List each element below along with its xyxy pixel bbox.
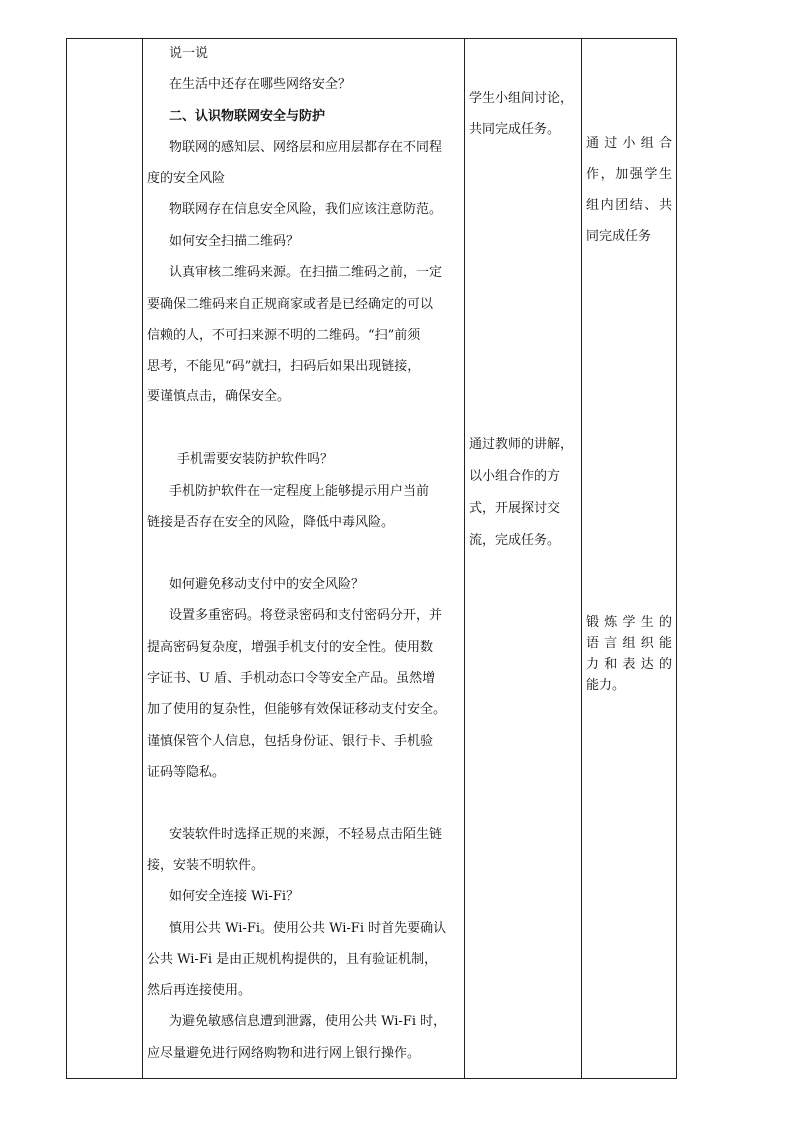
column-divider-2 (464, 39, 465, 1078)
content-line: 设置多重密码。将登录密码和支付密码分开，并 (169, 608, 443, 623)
design-intent-line: 通过小组合 (586, 136, 672, 151)
content-line: 要确保二维码来自正规商家或者是已经确定的可以 (147, 297, 434, 312)
student-activity-line: 流，完成任务。 (469, 533, 561, 548)
content-line: 链接是否存在安全的风险，降低中毒风险。 (147, 515, 395, 530)
content-line: 思考，不能见“码”就扫，扫码后如果出现链接， (147, 359, 421, 374)
content-line: 信赖的人，不可扫来源不明的二维码。“扫”前须 (147, 328, 421, 343)
content-line: 如何避免移动支付中的安全风险？ (169, 577, 365, 592)
content-line: 物联网存在信息安全风险，我们应该注意防范。 (169, 202, 443, 217)
content-line: 说一说 (169, 46, 209, 61)
content-line: 谨慎保管个人信息，包括身份证、银行卡、手机验 (147, 734, 434, 749)
content-line: 为避免敏感信息遭到泄露，使用公共 Wi-Fi 时， (169, 1014, 447, 1029)
column-divider-3 (581, 39, 582, 1078)
student-activity-line: 式，开展探讨交 (469, 501, 561, 516)
section-heading: 二、认识物联网安全与防护 (169, 109, 326, 124)
student-activity-line: 通过教师的讲解， (469, 437, 574, 452)
content-line: 手机需要安装防护软件吗？ (177, 452, 334, 467)
design-intent-block-2 (586, 612, 672, 696)
content-line: 要谨慎点击，确保安全。 (147, 389, 291, 404)
design-intent-line: 能力。 (586, 678, 626, 693)
content-line: 证码等隐私。 (147, 765, 226, 780)
content-line: 安装软件时选择正规的来源，不轻易点击陌生链 (169, 827, 443, 842)
design-intent-line: 组内团结、共 (586, 198, 672, 213)
design-intent-block-1 (586, 128, 672, 252)
content-line: 提高密码复杂度，增强手机支付的安全性。使用数 (147, 640, 434, 655)
design-intent-line: 语言组织能 (586, 636, 672, 651)
content-line: 在生活中还存在哪些网络安全？ (169, 77, 352, 92)
content-line: 然后再连接使用。 (147, 983, 252, 998)
content-line: 公共 Wi-Fi 是由正规机构提供的，且有验证机制， (147, 952, 438, 967)
content-line: 认真审核二维码来源。在扫描二维码之前，一定 (169, 265, 443, 280)
design-intent-line: 力和表达的 (586, 657, 672, 672)
content-line: 应尽量避免进行网络购物和进行网上银行操作。 (147, 1046, 421, 1061)
content-line: 字证书、U 盾、手机动态口令等安全产品。虽然增 (147, 671, 436, 686)
student-activity-line: 以小组合作的方 (469, 469, 561, 484)
content-line: 如何安全连接 Wi-Fi？ (169, 889, 299, 904)
design-intent-line: 同完成任务 (586, 229, 652, 244)
content-line: 接，安装不明软件。 (147, 858, 265, 873)
student-activity-line: 学生小组间讨论， (469, 91, 574, 106)
content-line: 慎用公共 Wi-Fi。使用公共 Wi-Fi 时首先要确认 (169, 921, 447, 936)
content-line: 加了使用的复杂性，但能够有效保证移动支付安全。 (147, 702, 447, 717)
design-intent-line: 锻炼学生的 (586, 615, 672, 630)
content-line: 如何安全扫描二维码？ (169, 234, 300, 249)
content-line: 物联网的感知层、网络层和应用层都存在不同程 (169, 140, 443, 155)
content-line: 手机防护软件在一定程度上能够提示用户当前 (169, 484, 430, 499)
column-divider-1 (142, 39, 143, 1078)
student-activity-line: 共同完成任务。 (469, 122, 561, 137)
content-line: 度的安全风险 (147, 171, 226, 186)
design-intent-line: 作，加强学生 (586, 167, 672, 182)
